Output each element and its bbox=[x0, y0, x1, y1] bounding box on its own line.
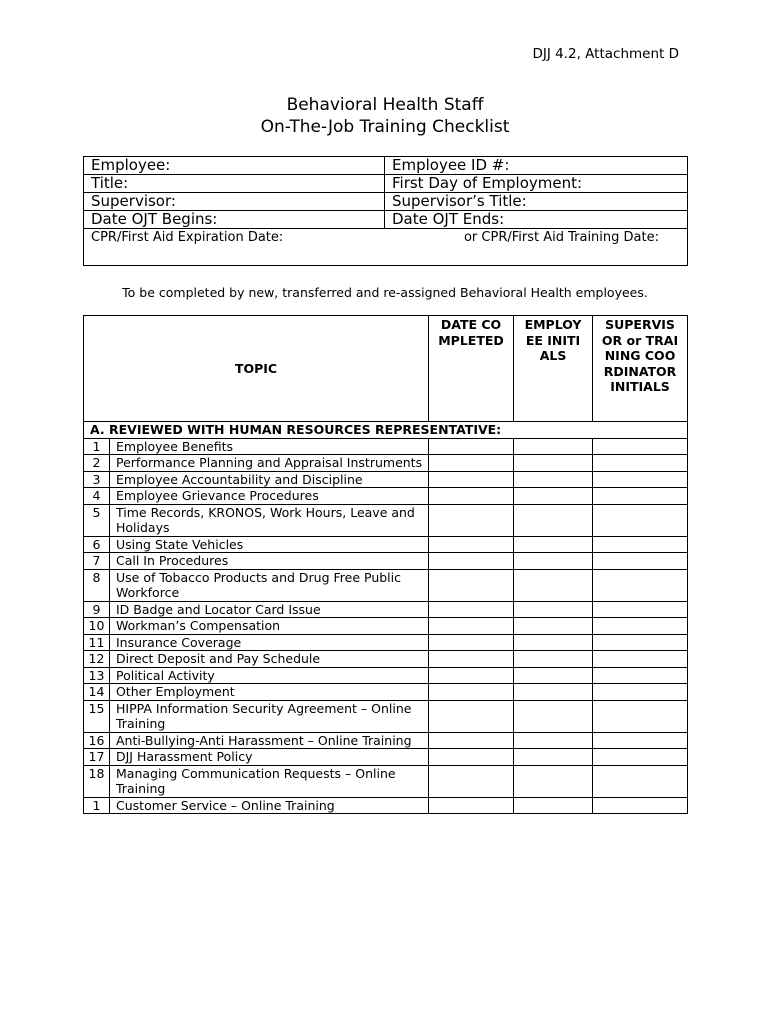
employee-initials-cell[interactable] bbox=[514, 455, 593, 472]
supervisor-initials-cell[interactable] bbox=[593, 667, 688, 684]
checklist-row bbox=[84, 553, 688, 570]
supervisor-initials-cell[interactable] bbox=[593, 797, 688, 814]
employee-initials-cell[interactable] bbox=[514, 504, 593, 536]
cpr-expiration-label: CPR/First Aid Expiration Date: bbox=[91, 230, 284, 245]
checklist-row bbox=[84, 765, 688, 797]
cpr-training-label: or CPR/First Aid Training Date: bbox=[463, 230, 659, 245]
checklist-row bbox=[84, 700, 688, 732]
date-completed-cell[interactable] bbox=[429, 700, 514, 732]
supervisor-initials-cell[interactable] bbox=[593, 569, 688, 601]
row-number: 10 bbox=[84, 618, 110, 635]
supervisor-initials-header: SUPERVISOR or TRAINING COORDINATOR INITIALS bbox=[593, 316, 688, 422]
employee-initials-cell[interactable] bbox=[514, 651, 593, 668]
row-topic: Employee Grievance Procedures bbox=[110, 488, 429, 505]
supervisor-initials-cell[interactable] bbox=[593, 684, 688, 701]
row-number: 8 bbox=[84, 569, 110, 601]
checklist-row bbox=[84, 797, 688, 814]
supervisor-initials-cell[interactable] bbox=[593, 455, 688, 472]
employee-initials-cell[interactable] bbox=[514, 700, 593, 732]
date-completed-cell[interactable] bbox=[429, 504, 514, 536]
title-line-1: Behavioral Health Staff bbox=[286, 95, 484, 115]
checklist-row bbox=[84, 618, 688, 635]
date-completed-cell[interactable] bbox=[429, 488, 514, 505]
supervisor-initials-cell[interactable] bbox=[593, 536, 688, 553]
supervisor-initials-cell[interactable] bbox=[593, 732, 688, 749]
row-topic: Customer Service – Online Training bbox=[110, 797, 429, 814]
row-number: 11 bbox=[84, 634, 110, 651]
employee-initials-cell[interactable] bbox=[514, 634, 593, 651]
supervisor-initials-cell[interactable] bbox=[593, 749, 688, 766]
instruction-note: To be completed by new, transferred and re-assigned Behavioral Health employees. bbox=[122, 285, 648, 300]
checklist-row bbox=[84, 488, 688, 505]
row-topic: ID Badge and Locator Card Issue bbox=[110, 601, 429, 618]
employee-initials-cell[interactable] bbox=[514, 732, 593, 749]
row-number: 13 bbox=[84, 667, 110, 684]
row-topic: Insurance Coverage bbox=[110, 634, 429, 651]
supervisor-initials-cell[interactable] bbox=[593, 553, 688, 570]
date-completed-cell[interactable] bbox=[429, 684, 514, 701]
row-number: 9 bbox=[84, 601, 110, 618]
row-number: 16 bbox=[84, 732, 110, 749]
employee-info-table bbox=[83, 156, 688, 266]
row-number: 17 bbox=[84, 749, 110, 766]
cpr-field[interactable] bbox=[84, 229, 688, 266]
supervisor-initials-cell[interactable] bbox=[593, 504, 688, 536]
checklist-row bbox=[84, 504, 688, 536]
date-completed-cell[interactable] bbox=[429, 749, 514, 766]
checklist-row bbox=[84, 667, 688, 684]
employee-initials-cell[interactable] bbox=[514, 488, 593, 505]
document-reference: DJJ 4.2, Attachment D bbox=[532, 46, 679, 62]
checklist-row bbox=[84, 536, 688, 553]
row-number: 6 bbox=[84, 536, 110, 553]
row-number: 7 bbox=[84, 553, 110, 570]
row-topic: Using State Vehicles bbox=[110, 536, 429, 553]
date-completed-cell[interactable] bbox=[429, 651, 514, 668]
date-completed-header: DATE COMPLETED bbox=[429, 316, 514, 422]
title-line-2: On-The-Job Training Checklist bbox=[260, 117, 510, 137]
employee-initials-cell[interactable] bbox=[514, 667, 593, 684]
row-number: 18 bbox=[84, 765, 110, 797]
checklist-row bbox=[84, 601, 688, 618]
supervisor-field[interactable]: Supervisor: bbox=[84, 193, 385, 211]
supervisor-initials-cell[interactable] bbox=[593, 634, 688, 651]
date-completed-cell[interactable] bbox=[429, 455, 514, 472]
row-topic: Employee Benefits bbox=[110, 438, 429, 455]
checklist-row bbox=[84, 455, 688, 472]
title-field[interactable]: Title: bbox=[84, 175, 385, 193]
supervisor-initials-cell[interactable] bbox=[593, 765, 688, 797]
employee-initials-cell[interactable] bbox=[514, 749, 593, 766]
date-completed-cell[interactable] bbox=[429, 471, 514, 488]
row-number: 15 bbox=[84, 700, 110, 732]
supervisor-initials-cell[interactable] bbox=[593, 471, 688, 488]
date-completed-cell[interactable] bbox=[429, 553, 514, 570]
employee-id-field[interactable]: Employee ID #: bbox=[385, 157, 688, 175]
row-number: 3 bbox=[84, 471, 110, 488]
row-number: 14 bbox=[84, 684, 110, 701]
date-completed-cell[interactable] bbox=[429, 797, 514, 814]
employee-initials-cell[interactable] bbox=[514, 601, 593, 618]
checklist-row bbox=[84, 634, 688, 651]
checklist-row bbox=[84, 732, 688, 749]
row-topic: Managing Communication Requests – Online Training bbox=[110, 765, 429, 797]
row-topic: Time Records, KRONOS, Work Hours, Leave and Holidays bbox=[110, 504, 429, 536]
checklist-row bbox=[84, 684, 688, 701]
date-begins-field[interactable]: Date OJT Begins: bbox=[84, 211, 385, 229]
row-number: 4 bbox=[84, 488, 110, 505]
supervisor-initials-cell[interactable] bbox=[593, 700, 688, 732]
employee-initials-cell[interactable] bbox=[514, 438, 593, 455]
employee-initials-cell[interactable] bbox=[514, 569, 593, 601]
date-completed-cell[interactable] bbox=[429, 732, 514, 749]
checklist-row bbox=[84, 651, 688, 668]
row-topic: HIPPA Information Security Agreement – Online Training bbox=[110, 700, 429, 732]
employee-initials-header: EMPLOYEE INITIALS bbox=[514, 316, 593, 422]
first-day-field[interactable]: First Day of Employment: bbox=[385, 175, 688, 193]
supervisor-initials-cell[interactable] bbox=[593, 488, 688, 505]
row-topic: Use of Tobacco Products and Drug Free Public Workforce bbox=[110, 569, 429, 601]
employee-initials-cell[interactable] bbox=[514, 536, 593, 553]
row-topic: Other Employment bbox=[110, 684, 429, 701]
date-completed-cell[interactable] bbox=[429, 765, 514, 797]
supervisor-title-field[interactable]: Supervisor’s Title: bbox=[385, 193, 688, 211]
employee-initials-cell[interactable] bbox=[514, 471, 593, 488]
date-completed-cell[interactable] bbox=[429, 536, 514, 553]
employee-field[interactable]: Employee: bbox=[84, 157, 385, 175]
date-completed-cell[interactable] bbox=[429, 569, 514, 601]
row-topic: Performance Planning and Appraisal Instruments bbox=[110, 455, 429, 472]
row-topic: Direct Deposit and Pay Schedule bbox=[110, 651, 429, 668]
date-ends-field[interactable]: Date OJT Ends: bbox=[385, 211, 688, 229]
row-number: 1 bbox=[84, 797, 110, 814]
row-topic: DJJ Harassment Policy bbox=[110, 749, 429, 766]
date-completed-cell[interactable] bbox=[429, 618, 514, 635]
row-number: 5 bbox=[84, 504, 110, 536]
supervisor-initials-cell[interactable] bbox=[593, 651, 688, 668]
employee-initials-cell[interactable] bbox=[514, 618, 593, 635]
date-completed-cell[interactable] bbox=[429, 634, 514, 651]
employee-initials-cell[interactable] bbox=[514, 765, 593, 797]
row-topic: Call In Procedures bbox=[110, 553, 429, 570]
date-completed-cell[interactable] bbox=[429, 601, 514, 618]
employee-initials-cell[interactable] bbox=[514, 684, 593, 701]
row-number: 1 bbox=[84, 438, 110, 455]
date-completed-cell[interactable] bbox=[429, 438, 514, 455]
training-checklist-table bbox=[83, 315, 688, 814]
page-title bbox=[0, 94, 770, 138]
row-topic: Workman’s Compensation bbox=[110, 618, 429, 635]
supervisor-initials-cell[interactable] bbox=[593, 618, 688, 635]
employee-initials-cell[interactable] bbox=[514, 553, 593, 570]
topic-header: TOPIC bbox=[84, 316, 429, 422]
supervisor-initials-cell[interactable] bbox=[593, 601, 688, 618]
date-completed-cell[interactable] bbox=[429, 667, 514, 684]
row-topic: Employee Accountability and Discipline bbox=[110, 471, 429, 488]
supervisor-initials-cell[interactable] bbox=[593, 438, 688, 455]
checklist-row bbox=[84, 749, 688, 766]
row-number: 2 bbox=[84, 455, 110, 472]
row-topic: Political Activity bbox=[110, 667, 429, 684]
checklist-row bbox=[84, 569, 688, 601]
row-number: 12 bbox=[84, 651, 110, 668]
checklist-row bbox=[84, 438, 688, 455]
checklist-row bbox=[84, 471, 688, 488]
row-topic: Anti-Bullying-Anti Harassment – Online Training bbox=[110, 732, 429, 749]
employee-initials-cell[interactable] bbox=[514, 797, 593, 814]
section-a-heading: A. REVIEWED WITH HUMAN RESOURCES REPRESENTATIVE: bbox=[84, 422, 688, 439]
